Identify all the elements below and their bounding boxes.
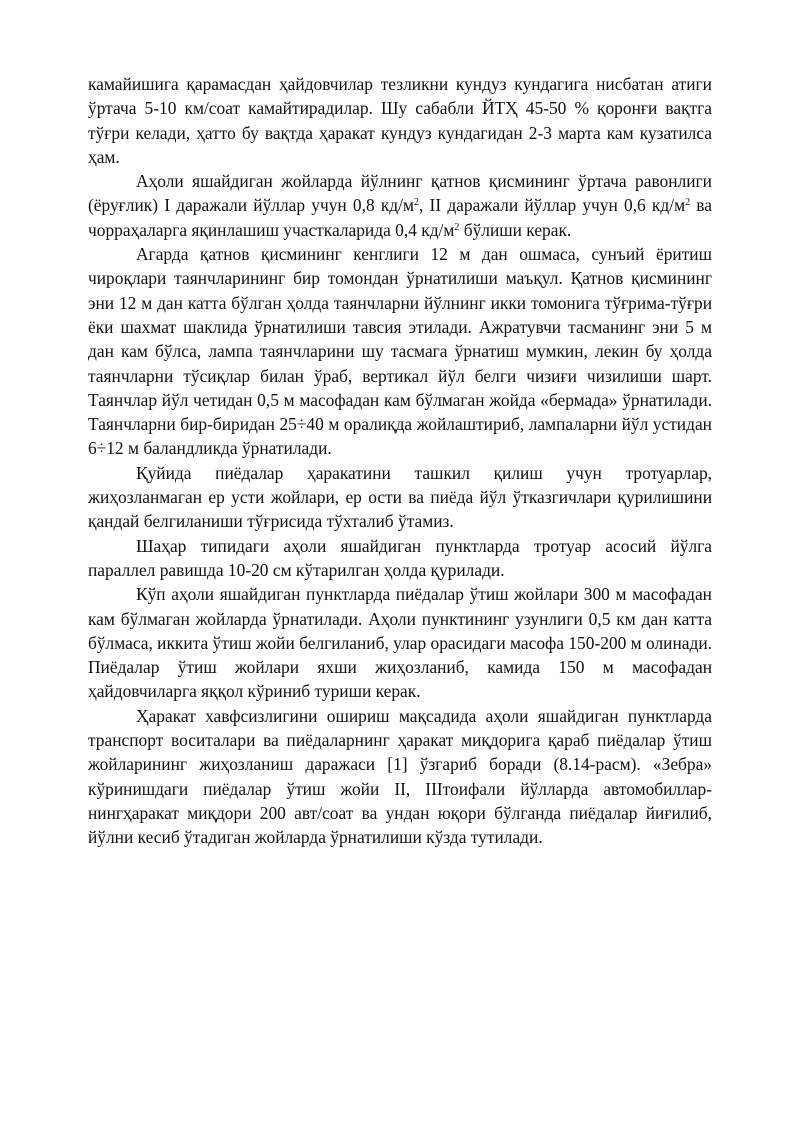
paragraph: Кўп аҳоли яшайдиган пунктларда пиёдалар ўтиш жойлари 300 м масофадан кам бўлмаган жойларда ўрнатилади. Аҳоли пунктининг узунлиги 0,5 км дан катта бўлмаса, иккита ўтиш жойи белгиланиб, улар орасидаги масофа 150-200 м олинади. Пиёдалар ўтиш жойлари яхши жиҳозланиб, камида 150 м масофадан ҳайдовчиларга яққол кўриниб туриши керак.: [88, 584, 713, 702]
paragraph: Қуйида пиёдалар ҳаракатини ташкил қилиш учун тротуарлар, жиҳозланмаган ер усти жойлари, ер ости ва пиёда йўл ўтказгичлари қурилишини қандай белгиланиши тўғрисида тўхталиб ўтамиз.: [88, 462, 712, 532]
paragraph: [88, 169, 712, 242]
paragraph: Шаҳар типидаги аҳоли яшайдиган пунктларда тротуар асосий йўлга параллел равишда 10-20 см кўтарилган ҳолда қурилади.: [88, 535, 712, 580]
superscript: 2: [685, 197, 691, 209]
superscript: 2: [454, 221, 460, 233]
text-run: бўлиши керак.: [459, 219, 572, 240]
text-run: , II даражали йўллар учун 0,6 кд/м: [418, 195, 686, 216]
paragraph: Агарда қатнов қисмининг кенглиги 12 м дан ошмаса, сунъий ёритиш чироқлари таянчларининг бир томондан ўрнатилиши маъқул. Қатнов қисмининг эни 12 м дан катта бўлган ҳолда таянчларни йўлнинг икки томонига тўғрима-тўғри ёки шахмат шаклида ўрнатилиши тавсия этилади. Ажратувчи тасманинг эни 5 м дан кам бўлса, лампа таянчларини шу тасмага ўрнатиш мумкин, лекин бу ҳолда таянчларни тўсиқлар билан ўраб, вертикал йўл белги чизиғи чизилиши шарт. Таянчлар йўл четидан 0,5 м масофадан кам бўлмаган жойда «бермада» ўрнатилади. Таянчларни бир-биридан 25÷40 м оралиқда жойлаштириб, лампаларни йўл устидан 6÷12 м баландликда ўрнатилади.: [88, 244, 712, 459]
paragraph: камайишига қарамасдан ҳайдовчилар тезликни кундуз кундагига нисбатан атиги ўртача 5-10 км/соат камайтирадилар. Шу сабабли ЙТҲ 45-50 % қоронғи вақтга тўғри келади, ҳатто бу вақтда ҳаракат кундуз кундагидан 2-3 марта кам кузатилса ҳам.: [88, 74, 712, 167]
text-run: ва чорраҳаларга яқинлашиш участкаларида 0,4 кд/м: [88, 195, 712, 240]
paragraph: Ҳаракат хавфсизлигини ошириш мақсадида аҳоли яшайдиган пунктларда транспорт воситалари ва пиёдаларнинг ҳаракат миқдорига қараб пиёдалар ўтиш жойларининг жиҳозланиш даражаси [1] ўзгариб боради (8.14-расм). «Зебра» кўринишдаги пиёдалар ўтиш жойи II, IIIтоифали йўлларда автомобилларнингҳаракат миқдори 200 авт/соат ва ундан юқори бўлганда пиёдалар йиғилиб, йўлни кесиб ўтадиган жойларда ўрнатилиши кўзда тутилади.: [88, 705, 712, 848]
document-page: [88, 72, 712, 850]
superscript: 2: [413, 197, 419, 209]
text-run: Аҳоли яшайдиган жойларда йўлнинг қатнов қисмининг ўртача равонлиги (ёруғлик) I даражали йўллар учун 0,8 кд/м: [88, 171, 712, 216]
